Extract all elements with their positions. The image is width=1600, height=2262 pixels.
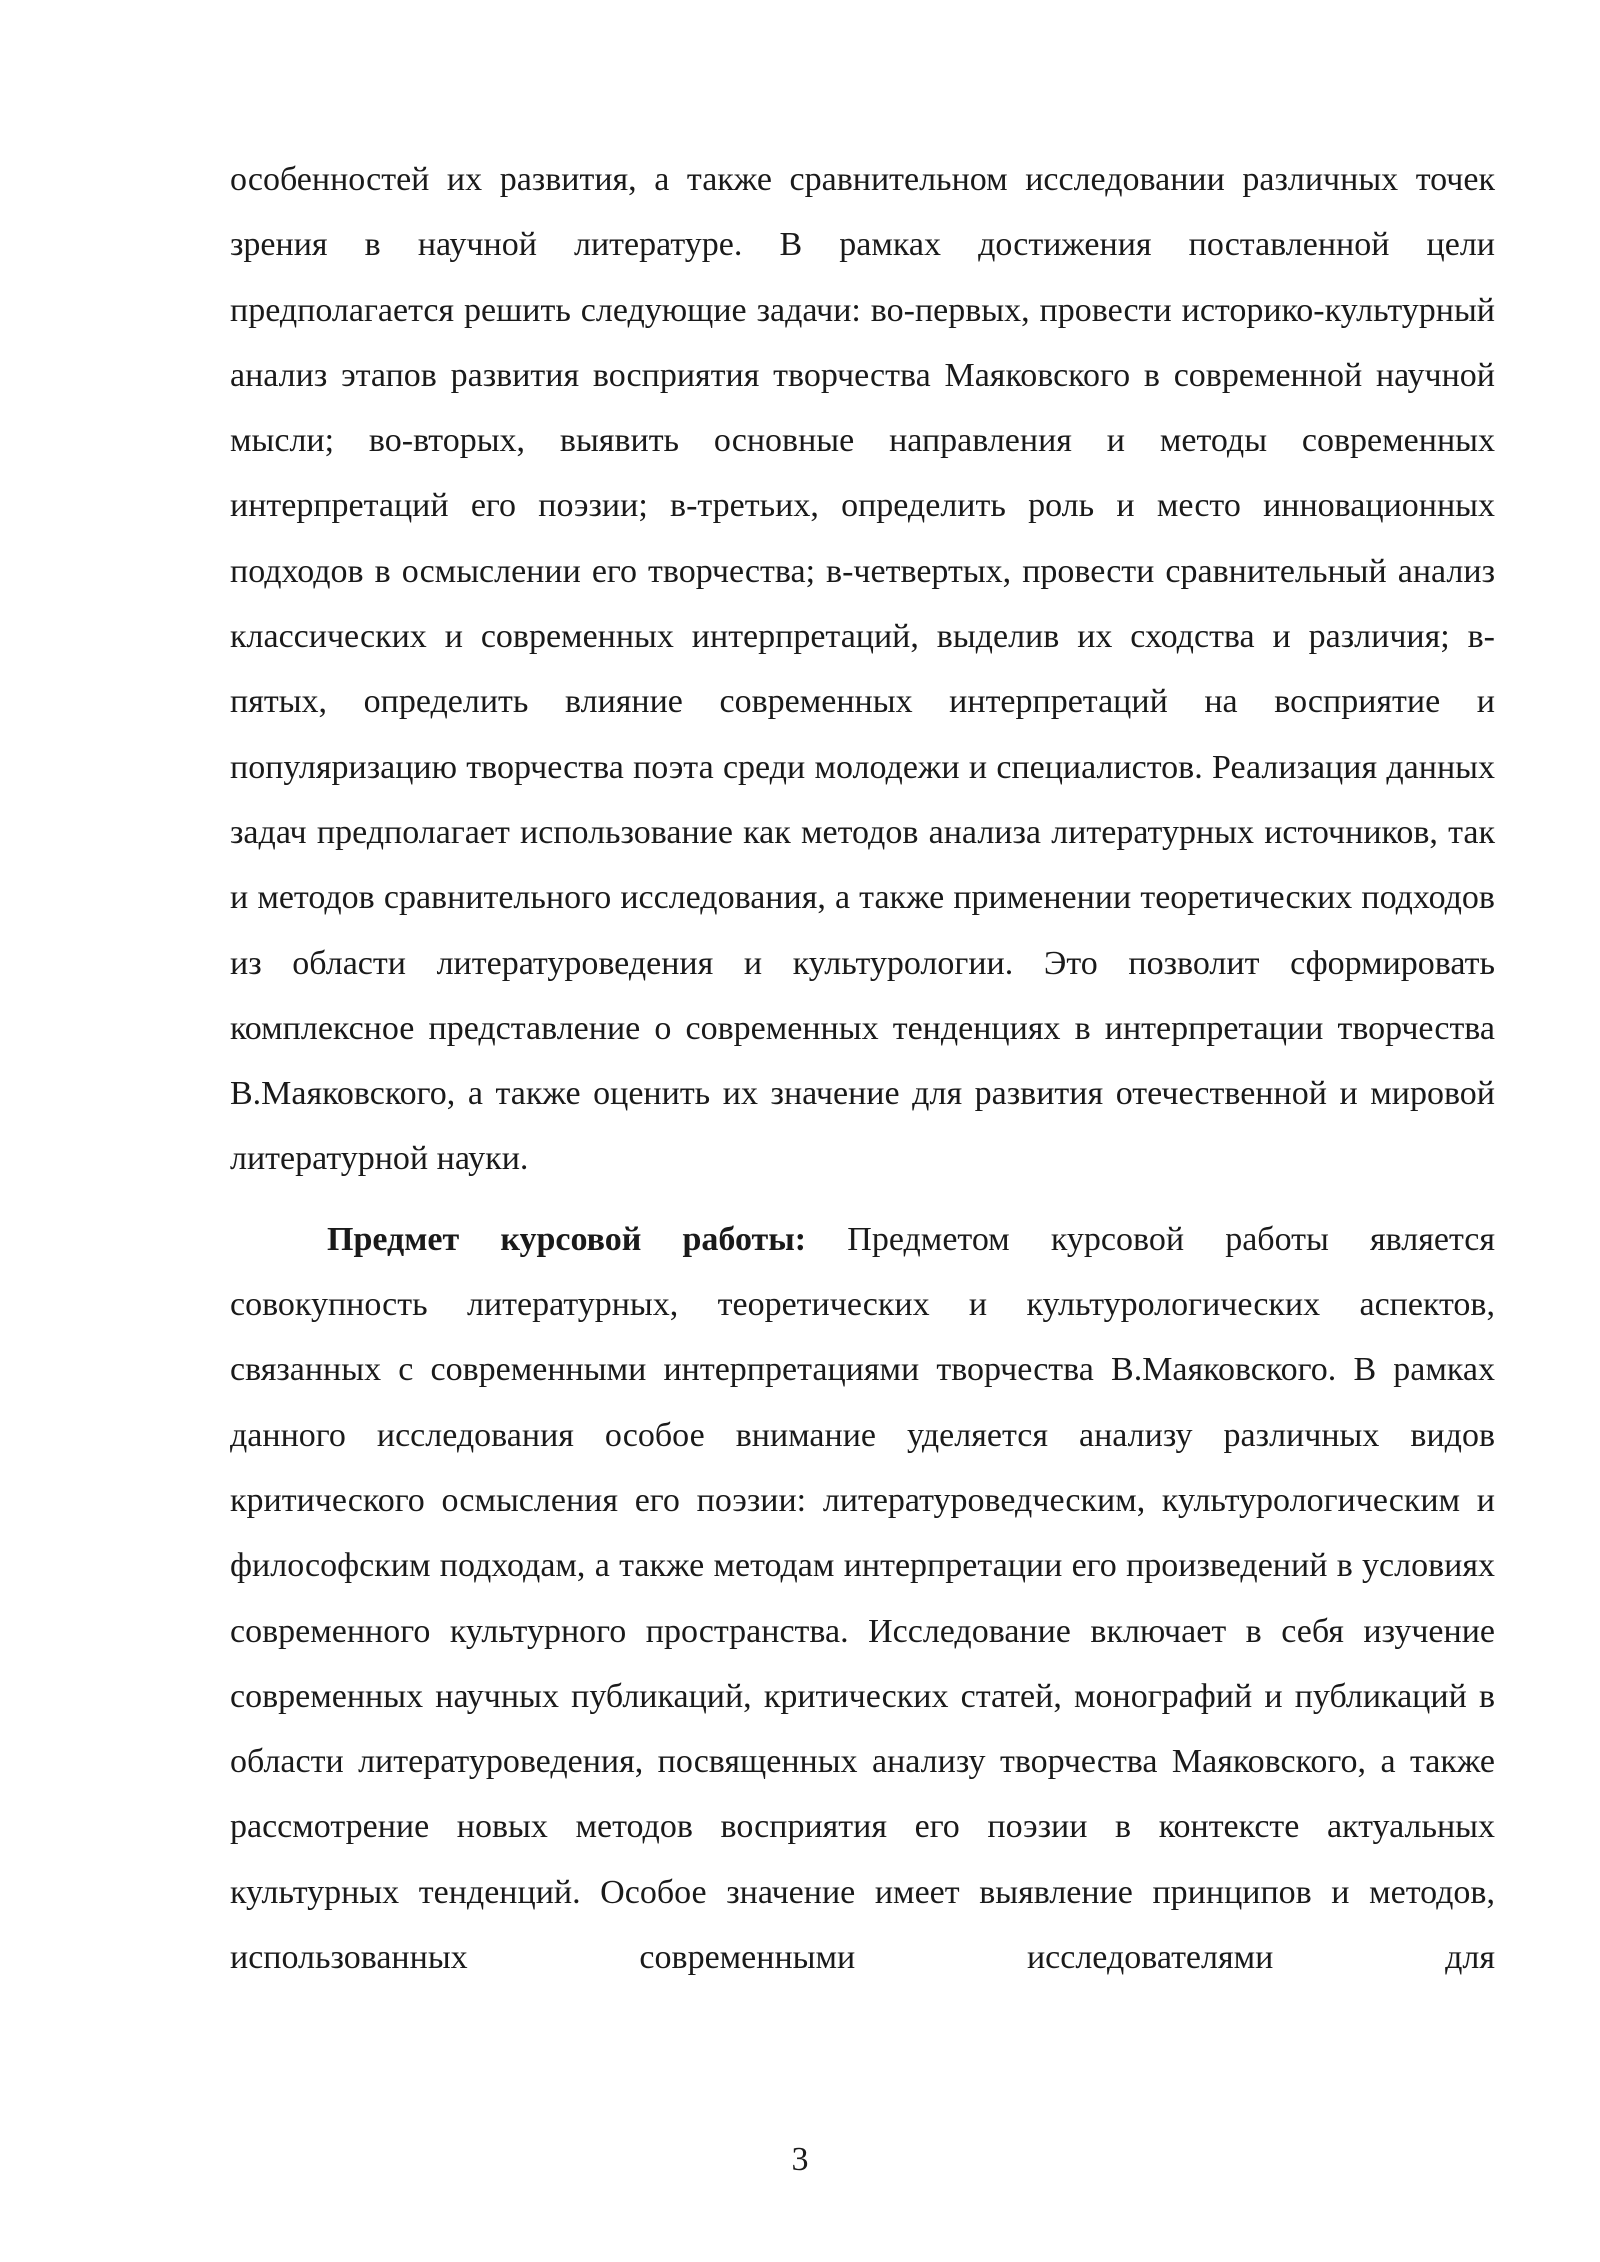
paragraph-text: Предметом курсовой работы является совокупность литературных, теоретических и культурологических аспектов, связанных с современными интерпретациями творчества В.Маяковского. В рамках данного исследования особое внимание уделяется анализу различных видов критического осмысления его поэзии: литературоведческим, культурологическим и философским подходам, а также методам интерпретации его произведений в условиях современного культурного пространства. Исследование включает в себя изучение современных научных публикаций, критических статей, монографий и публикаций в области литературоведения, посвященных анализу творчества Маяковского, а также рассмотрение новых методов восприятия его поэзии в контексте актуальных культурных тенденций. Особое значение имеет выявление принципов и методов, использованных современными исследователями для [230, 1220, 1495, 1977]
paragraph-lead-in: Предмет курсовой работы: [327, 1220, 807, 1258]
paragraph-text: особенностей их развития, а также сравнительном исследовании различных точек зрения в научной литературе. В рамках достижения поставленной цели предполагается решить следующие задачи: во-первых, провести историко-культурный анализ этапов развития восприятия творчества Маяковского в современной научной мысли; во-вторых, выявить основные направления и методы современных интерпретаций его поэзии; в-третьих, определить роль и место инновационных подходов в осмыслении его творчества; в-четвертых, провести сравнительный анализ классических и современных интерпретаций, выделив их сходства и различия; в-пятых, определить влияние современных интерпретаций на восприятие и популяризацию творчества поэта среди молодежи и специалистов. Реализация данных задач предполагает использование как методов анализа литературных источников, так и методов сравнительного исследования, а также применении теоретических подходов из области литературоведения и культурологии. Это позволит сформировать комплексное представление о современных тенденциях в интерпретации творчества В.Маяковского, а также оценить их значение для развития отечественной и мировой литературной науки. [230, 161, 1495, 1178]
page-number: 3 [791, 2141, 809, 2178]
paragraph-subject [230, 1207, 1495, 1991]
paragraph-continuation [230, 147, 1495, 1192]
page-body [230, 147, 1495, 1990]
